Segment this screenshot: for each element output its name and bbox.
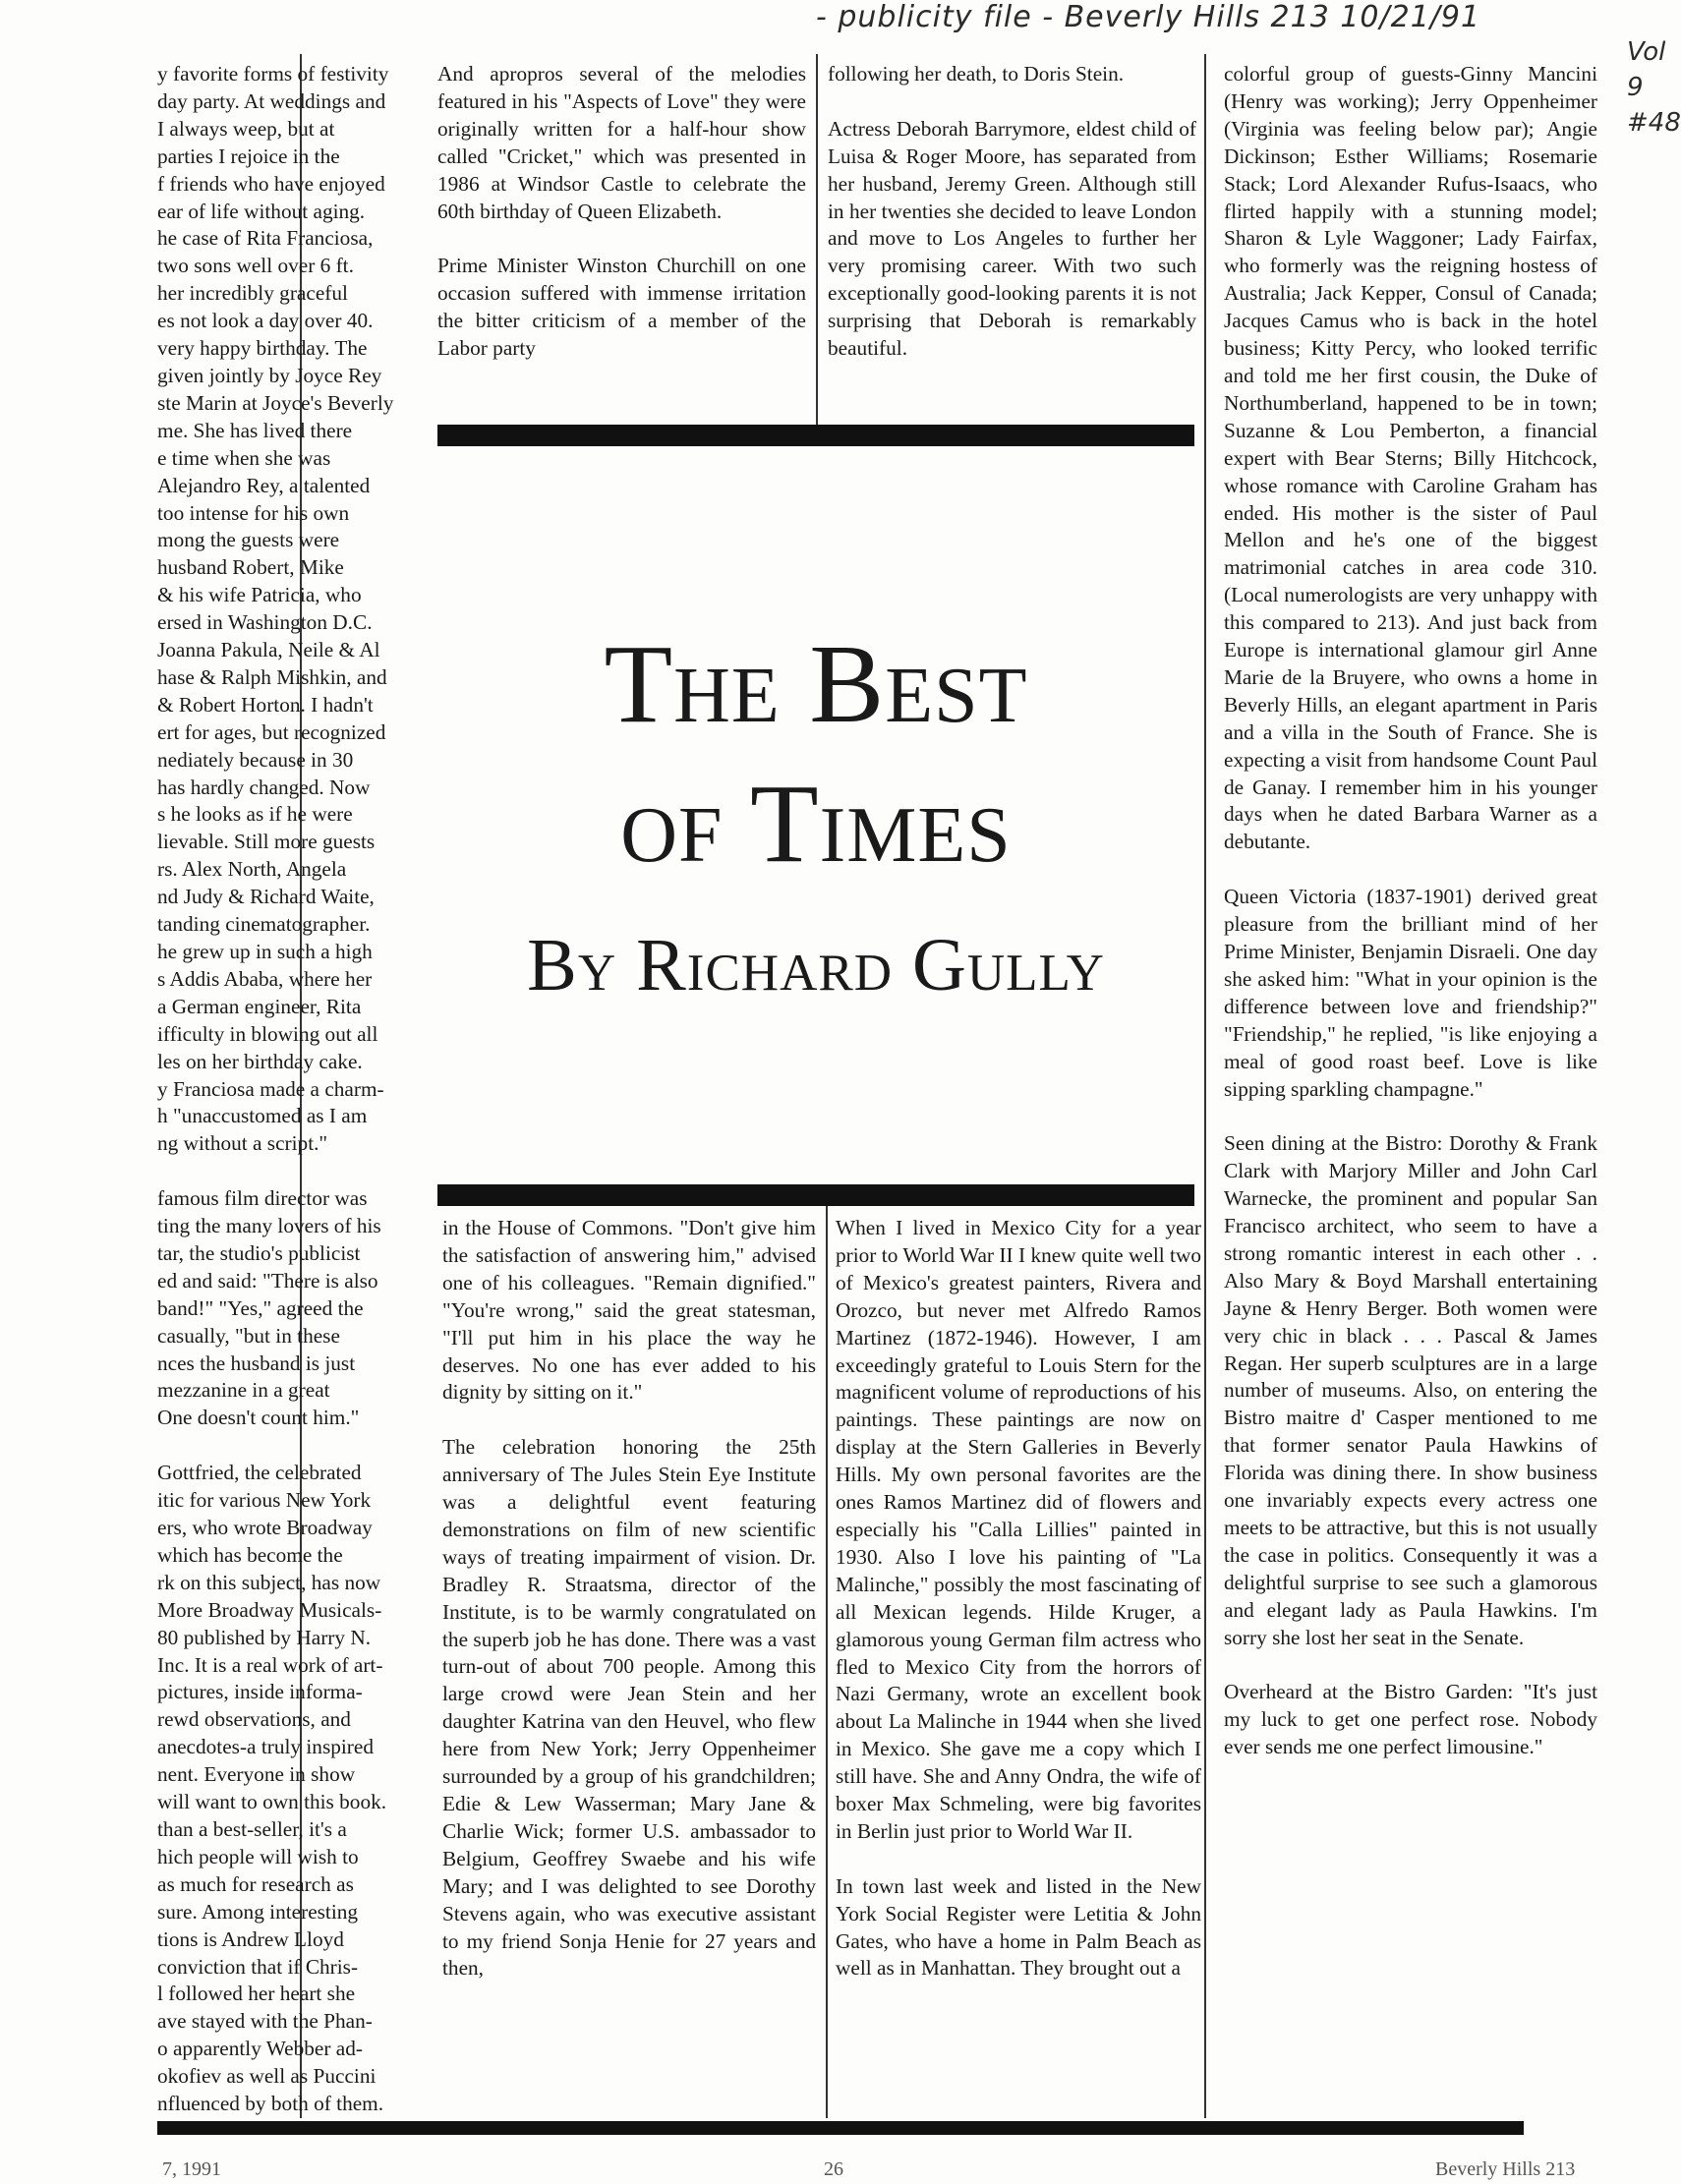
deborah-barrymore-paragraph: Actress Deborah Barrymore, eldest child of Luisa & Roger Moore, has separated from her husband, Jeremy Green. Although still in her twenties she decided to leave London and move to Los Angeles to further her very promising career. With two such exceptionally good-looking parents it is not surprising that Deborah is remarkably beautiful. — [828, 116, 1196, 361]
jules-stein-paragraph: The celebration honoring the 25th anniversary of The Jules Stein Eye Institute was a delightful event featuring demonstrations on film of new scientific ways of treating impairment of vision. Dr. Bradley R. Straatsma, director of the Institute, is to be warmly congratulated on the superb job he has done. There was a vast turn-out of about 700 people. Among this large crowd were Jean Stein and her daughter Katrina van den Heuvel, who flew here from New York; Jerry Oppenheimer surrounded by a group of his grandchildren; Edie & Lew Wasserman; Mary Jane & Charlie Wick; former U.S. ambassador to Belgium, Geoffrey Swaebe and his wife Mary; and I was delighted to see Dorothy Stevens again, who was executive assistant to my friend Sonja Henie for 27 years and then, — [442, 1435, 816, 1981]
doris-stein-paragraph: following her death, to Doris Stein. — [828, 62, 1125, 86]
bistro-paragraph: Seen dining at the Bistro: Dorothy & Frank Clark with Marjory Miller and John Carl Warnecke, the prominent and popular San Francisco architect, who seem to have a strong romantic interest in each other . . Also Mary & Boyd Marshall entertaining Jayne & Henry Berger. Both women were very chic in black . . . Pascal & James Regan. Her superb sculptures are in a large number of museums. Also, on entering the Bistro maitre d' Casper mentioned to me that former senator Paula Hawkins of Florida was dining there. In show business one invariably expects every actress one meets to be attractive, but this is not usually the case in politics. Consequently it was a delightful surprise to see such a glamorous and elegant lady as Paula Hawkins. I'm sorry she lost her seat in the Senate. — [1224, 1131, 1597, 1649]
column-1 — [157, 61, 418, 2115]
column-rule-2-top — [816, 54, 818, 428]
column-3-top — [828, 61, 1196, 420]
column-rule-4 — [1204, 54, 1206, 2118]
column-2-bottom — [442, 1215, 816, 2119]
column-4 — [1224, 61, 1597, 2115]
page-bottom-bar — [157, 2121, 1524, 2135]
title-bar-bottom — [437, 1184, 1194, 1206]
overheard-paragraph: Overheard at the Bistro Garden: "It's just my luck to get one perfect rose. Nobody ever sends me one perfect limousine." — [1224, 1680, 1597, 1759]
churchill-paragraph: Prime Minister Winston Churchill on one occasion suffered with immense irritation the bitter criticism of a member of the Labor party — [437, 254, 806, 361]
headline-line-2: of Times — [620, 761, 1012, 886]
page-number: 26 — [824, 2158, 843, 2180]
col1-mid-text: famous film director was ting the many lovers of his tar, the studio's publicist ed and said: "There is also band!" "Yes," agreed the casually, "but in these nces the husband is just mezzanine in a great One doesn't count him." — [157, 1186, 381, 1430]
handwritten-file-note: - publicity file - Beverly Hills 213 10/21/91 — [816, 0, 1481, 34]
byline: By Richard Gully — [527, 924, 1105, 1006]
title-bar-top — [437, 425, 1194, 446]
house-of-commons-paragraph: in the House of Commons. "Don't give him the satisfaction of answering him," advised one of his colleagues. "Remain dignified." "You're wrong," said the great statesman, "I'll put him in his place the way he deserves. No one has ever added to his dignity by sitting on it." — [442, 1216, 816, 1405]
col1-top-text: y favorite forms of festivity day party. At weddings and I always weep, but at parties I rejoice in the f friends who have enjoyed ear of life without aging. he case of Rita Franciosa, two sons well over 6 ft. her incredibly graceful es not look a day over 40. very happy birthday. The given jointly by Joyce Rey ste Marin at Joyce's Beverly me. She has lived there e time when she was Alejandro Rey, a talented too intense for his own mong the guests were husband Robert, Mike & his wife Patricia, who ersed in Washington D.C. Joanna Pakula, Neile & Al hase & Ralph Mishkin, and & Robert Horton. I hadn't ert for ages, but recognized nediately because in 30 has hardly changed. Now s he looks as if he were lievable. Still more guests rs. Alex North, Angela nd Judy & Richard Waite, tanding cinematographer. he grew up in such a high s Addis Ababa, where her a German engineer, Rita ifficulty in blowing out all les on her birthday cake. y Franciosa made a charm- h "unaccustomed as I am ng without a script." — [157, 62, 394, 1156]
column-3-bottom — [836, 1215, 1201, 2119]
queen-victoria-paragraph: Queen Victoria (1837-1901) derived great pleasure from the brilliant mind of her Prime Minister, Benjamin Disraeli. One day she asked him: "What in your opinion is the difference between love and friendship?" "Friendship," he replied, "is like enjoying a meal of good roast beef. Love is like sipping sparkling champagne." — [1224, 885, 1597, 1101]
handwritten-volume: Vol 9 — [1627, 37, 1666, 102]
column-rule-2-bottom — [826, 1194, 828, 2118]
title-block — [437, 447, 1194, 1175]
handwritten-volume-note — [1627, 34, 1681, 141]
col1-bottom-text: Gottfried, the celebrated itic for various New York ers, who wrote Broadway which has become the rk on this subject, has now More Broadway Musicals- 80 published by Harry N. Inc. It is a real work of art- pictures, inside informa- rewd observations, and anecdotes-a truly inspired nent. Everyone in show will want to own this book. than a best-seller, it's a hich people will wish to as much for research as sure. Among interesting tions is Andrew Lloyd conviction that if Chris- l followed her heart she ave stayed with the Phan- o apparently Webber ad- okofiev as well as Puccini nfluenced by both of them. — [157, 1461, 387, 2116]
footer-date: 7, 1991 — [162, 2158, 221, 2180]
guests-paragraph: colorful group of guests-Ginny Mancini (Henry was working); Jerry Oppenheimer (Virginia was feeling below par); Angie Dickinson; Esther Williams; Rosemarie Stack; Lord Alexander Rufus-Isaacs, who flirted happily with a stunning model; Sharon & Lyle Waggoner; Lady Fairfax, who formerly was the reigning hostess of Australia; Jack Kepper, Consul of Canada; Jacques Camus who is back in the hotel business; Kitty Percy, who looked terrific and told me her first cousin, the Duke of Northumberland, happened to be in town; Suzanne & Lou Pemberton, a financial expert with Bear Sterns; Billy Hitchcock, whose romance with Caroline Graham has ended. His mother is the sister of Paul Mellon and he's one of the biggest matrimonial catches in area code 310. (Local numerologists are very unhappy with this compared to 213). And just back from Europe is international glamour girl Anne Marie de la Bruyere, who owns a home in Beverly Hills, an elegant apartment in Paris and a villa in the South of France. She is expecting a visit from handsome Count Paul de Ganay. I remember him in his younger days when he dated Barbara Warner as a debutante. — [1224, 62, 1597, 854]
headline — [437, 614, 1194, 893]
handwritten-issue: #48 — [1627, 108, 1681, 138]
column-2-top — [437, 61, 806, 420]
headline-line-1: The Best — [604, 621, 1028, 746]
aspects-of-love-paragraph: And apropros several of the melodies featured in his "Aspects of Love" they were originally written for a half-hour show called "Cricket," which was presented in 1986 at Windsor Castle to celebrate the 60th birthday of Queen Elizabeth. — [437, 62, 806, 223]
mexico-city-paragraph: When I lived in Mexico City for a year prior to World War II I knew quite well two of Mexico's greatest painters, Rivera and Orozco, but never met Alfredo Ramos Martinez (1872-1946). However, I am exceedingly grateful to Louis Stern for the magnificent volume of reproductions of his paintings. These paintings are now on display at the Stern Galleries in Beverly Hills. My own personal favorites are the ones Ramos Martinez did of flowers and especially his "Calla Lillies" painted in 1930. Also I love his painting of "La Malinche," possibly the most fascinating of all Mexican legends. Hilde Kruger, a glamorous young German film actress who fled to Mexico City from the horrors of Nazi Germany, wrote an excellent book about La Malinche in 1944 when she lived in Mexico. She gave me a copy which I still have. She and Anny Ondra, the wife of boxer Max Schmeling, were big favorites in Berlin just prior to World War II. — [836, 1216, 1201, 1843]
footer-publication: Beverly Hills 213 — [1435, 2158, 1576, 2180]
social-register-paragraph: In town last week and listed in the New York Social Register were Letitia & John Gates, who have a home in Palm Beach as well as in Manhattan. They brought out a — [836, 1873, 1201, 1981]
